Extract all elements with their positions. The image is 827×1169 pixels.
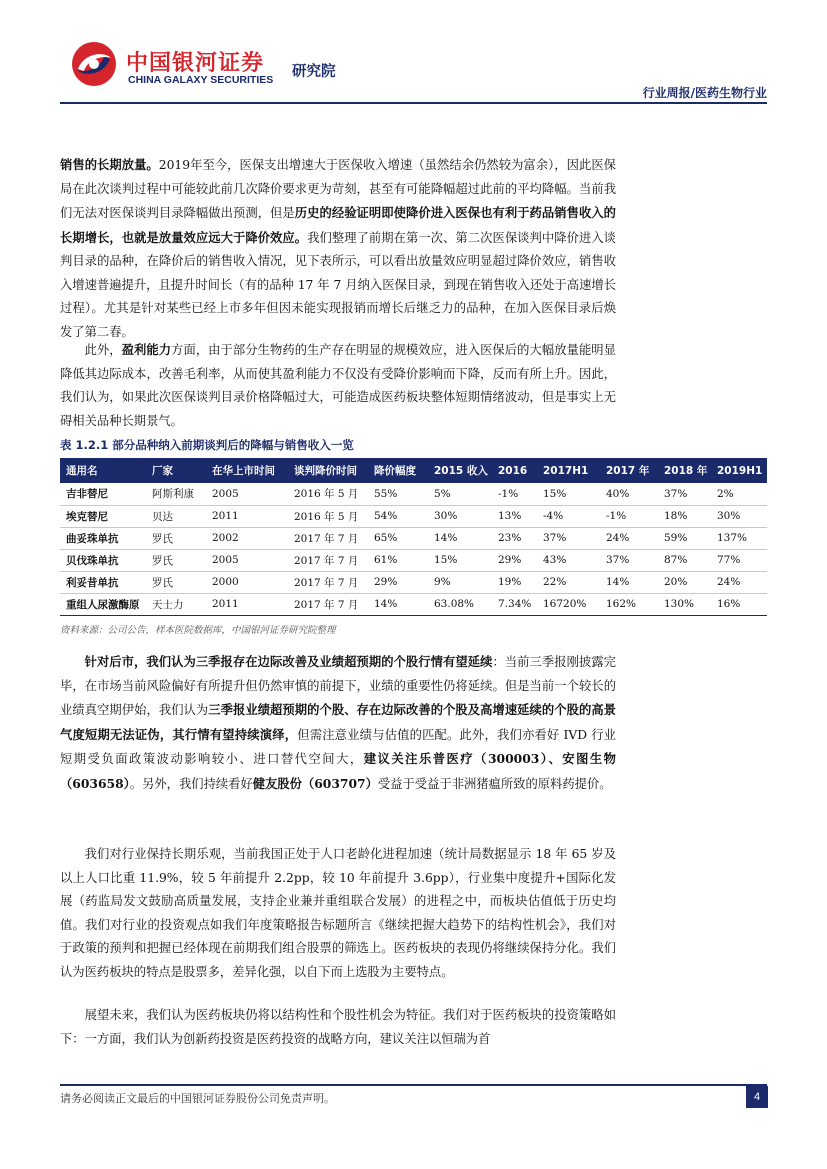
emphasis-text: 历史的经验证明即使降价进入医保也有利于药品销售收入的长期增长，也就是放量效应远大于降价效应。 xyxy=(60,205,616,245)
table-row xyxy=(60,571,767,593)
column-header: 降价幅度 xyxy=(368,458,428,483)
table-cell: 54% xyxy=(368,505,428,527)
table-cell: 37% xyxy=(600,549,658,571)
table-cell: 87% xyxy=(658,549,711,571)
column-header: 在华上市时间 xyxy=(206,458,288,483)
page-number: 4 xyxy=(746,1086,768,1108)
table-cell: 23% xyxy=(492,527,537,549)
table-cell: 罗氏 xyxy=(146,571,206,593)
table-header-row xyxy=(60,458,767,483)
table-cell: 2016 年 5 月 xyxy=(288,483,368,505)
table-row xyxy=(60,593,767,615)
table-cell: -1% xyxy=(492,483,537,505)
body-text: ：当前三季报刚披露完毕，在市场当前风险偏好有所提升但仍然审慎的前提下，业绩的重要性仍将延续。但是当前一个较长的业绩真空期伊始，我们认为 xyxy=(60,655,616,717)
table-cell: 22% xyxy=(537,571,600,593)
table-cell: 29% xyxy=(492,549,537,571)
table-cell: 18% xyxy=(658,505,711,527)
table-row xyxy=(60,483,767,505)
drug-name-cell: 贝伐珠单抗 xyxy=(60,549,146,571)
table-cell: 59% xyxy=(658,527,711,549)
table-cell: 2002 xyxy=(206,527,288,549)
table-cell: 20% xyxy=(658,571,711,593)
emphasis-text: 销售的长期放量。 xyxy=(60,157,159,172)
table-cell: -4% xyxy=(537,505,600,527)
emphasis-text: 建议关注乐普医疗（300003）、安图生物（603658） xyxy=(60,751,616,791)
body-text: 受益于受益于非洲猪瘟所致的原料药提价。 xyxy=(377,776,612,791)
table-cell: 罗氏 xyxy=(146,549,206,571)
table-cell: 30% xyxy=(428,505,492,527)
galaxy-logo-icon xyxy=(70,40,118,88)
emphasis-text: 盈利能力 xyxy=(121,342,172,357)
table-cell: 137% xyxy=(711,527,767,549)
table-cell: 16720% xyxy=(537,593,600,615)
table-cell: 天士力 xyxy=(146,593,206,615)
footer-divider xyxy=(60,1084,767,1086)
table-cell: 2005 xyxy=(206,549,288,571)
table-cell: 63.08% xyxy=(428,593,492,615)
table-cell: 19% xyxy=(492,571,537,593)
table-cell: 40% xyxy=(600,483,658,505)
brand-name-cn: 中国银河证券 xyxy=(126,51,265,76)
table-cell: -1% xyxy=(600,505,658,527)
table-row xyxy=(60,505,767,527)
table-cell: 2% xyxy=(711,483,767,505)
table-cell: 13% xyxy=(492,505,537,527)
table-cell: 77% xyxy=(711,549,767,571)
drug-name-cell: 利妥昔单抗 xyxy=(60,571,146,593)
emphasis-text: 健友股份（603707） xyxy=(252,775,378,791)
table-cell: 14% xyxy=(368,593,428,615)
column-header: 2019H1 xyxy=(711,458,767,483)
table-cell: 65% xyxy=(368,527,428,549)
body-text: 但需注意业绩与估值的匹配。此外，我们亦看好 IVD 行业短期受负面政策波动影响较小、进口替代空间大， xyxy=(60,727,616,766)
table-cell: 55% xyxy=(368,483,428,505)
table-source-note: 资料来源：公司公告，样本医院数据库，中国银河证券研究院整理 xyxy=(60,625,336,636)
paragraph-profitability xyxy=(60,338,616,433)
table-cell: 37% xyxy=(658,483,711,505)
body-text: 方面，由于部分生物药的生产存在明显的规模效应，进入医保后的大幅放量能明显降低其边际成本，改善毛利率，从而使其盈利能力不仅没有受降价影响而下降，反而有所上升。因此，我们认为，如果此次医保谈判目录价格降幅过大，可能造成医药板块整体短期情绪波动，但是事实上无碍相关品种长期景气。 xyxy=(60,343,616,428)
body-text: 展望未来，我们认为医药板块仍将以结构性和个股性机会为特征。我们对于医药板块的投资策略如下：一方面，我们认为创新药投资是医药投资的战略方向，建议关注以恒瑞为首 xyxy=(60,1008,616,1046)
table-cell: 15% xyxy=(428,549,492,571)
column-header: 谈判降价时间 xyxy=(288,458,368,483)
table-cell: 2017 年 7 月 xyxy=(288,549,368,571)
table-cell: 2011 xyxy=(206,593,288,615)
paragraph-market-outlook xyxy=(60,650,616,796)
paragraph-strategy xyxy=(60,1004,616,1051)
table-cell: 2011 xyxy=(206,505,288,527)
body-text: 2019年至今，医保支出增速大于医保收入增速（虽然结余仍然较为富余），因此医保局在此次谈判过程中可能较此前几次降价要求更为苛刻，甚至有可能降幅超过此前的平均降幅。当前我们无法对医保谈判目录降幅做出预测，但是 xyxy=(60,158,616,220)
table-cell: 2005 xyxy=(206,483,288,505)
research-institute-label: 研究院 xyxy=(292,64,336,80)
body-text: 此外， xyxy=(84,343,122,357)
table-cell: 24% xyxy=(600,527,658,549)
table-cell: 14% xyxy=(428,527,492,549)
paragraph-long-term-volume xyxy=(60,153,616,344)
table-body xyxy=(60,483,767,615)
column-header: 2017 年 xyxy=(600,458,658,483)
drug-name-cell: 吉非替尼 xyxy=(60,483,146,505)
column-header: 2015 收入 xyxy=(428,458,492,483)
table-cell: 16% xyxy=(711,593,767,615)
table-cell: 162% xyxy=(600,593,658,615)
table-cell: 2017 年 7 月 xyxy=(288,571,368,593)
table-cell: 阿斯利康 xyxy=(146,483,206,505)
drug-name-cell: 曲妥珠单抗 xyxy=(60,527,146,549)
footer-disclaimer: 请务必阅读正文最后的中国银河证券股份公司免责声明。 xyxy=(60,1092,335,1105)
table-cell: 2017 年 7 月 xyxy=(288,527,368,549)
table-row xyxy=(60,549,767,571)
table-cell: 罗氏 xyxy=(146,527,206,549)
drug-name-cell: 重组人尿激酶原 xyxy=(60,593,146,615)
header-divider xyxy=(60,102,767,104)
report-type-label: 行业周报/医药生物行业 xyxy=(642,86,767,100)
price-cut-revenue-table xyxy=(60,458,767,616)
body-text: 我们整理了前期在第一次、第二次医保谈判中降价进入谈判目录的品种，在降价后的销售收入情况，见下表所示，可以看出放量效应明显超过降价效应，销售收入增速普遍提升，且提升时间长（有的品种 17 年 7 月纳入医保目录，到现在销售收入还处于高速增长过程）。尤其是针对某些已经上市多年但因未能实现报销而增长后继乏力的品种，在加入医保目录后焕发了第二春。 xyxy=(60,230,616,339)
table-title: 表 1.2.1 部分品种纳入前期谈判后的降幅与销售收入一览 xyxy=(60,438,354,452)
column-header: 2017H1 xyxy=(537,458,600,483)
table-cell: 30% xyxy=(711,505,767,527)
table-cell: 14% xyxy=(600,571,658,593)
column-header: 通用名 xyxy=(60,458,146,483)
column-header: 厂家 xyxy=(146,458,206,483)
drug-name-cell: 埃克替尼 xyxy=(60,505,146,527)
table-cell: 2000 xyxy=(206,571,288,593)
table-cell: 24% xyxy=(711,571,767,593)
table-cell: 2016 年 5 月 xyxy=(288,505,368,527)
table-cell: 37% xyxy=(537,527,600,549)
table-row xyxy=(60,527,767,549)
table-cell: 9% xyxy=(428,571,492,593)
table-cell: 130% xyxy=(658,593,711,615)
column-header: 2018 年 xyxy=(658,458,711,483)
emphasis-text: 针对后市，我们认为三季报存在边际改善及业绩超预期的个股行情有望延续 xyxy=(84,654,493,669)
body-text: 我们对行业保持长期乐观，当前我国正处于人口老龄化进程加速（统计局数据显示 18 年 65 岁及以上人口比重 11.9%，较 5 年前提升 2.2pp，较 10 年前提升 3.6pp），行业集中度提升+国际化发展（药监局发文鼓励高质量发展，支持企业兼并重组联合发展）的进程之中，而板块估值低于历史均值。我们对行业的投资观点如我们年度策略报告标题所言《继续把握大趋势下的结构性机会》，我们对于政策的预判和把握已经体现在前期我们组合股票的筛选上。医药板块的表现仍将继续保持分化。我们认为医药板块的特点是股票多，差异化强，以自下而上选股为主要特点。 xyxy=(60,847,616,979)
table-cell: 29% xyxy=(368,571,428,593)
table-cell: 7.34% xyxy=(492,593,537,615)
table-cell: 61% xyxy=(368,549,428,571)
table-cell: 15% xyxy=(537,483,600,505)
column-header: 2016 xyxy=(492,458,537,483)
paragraph-long-term-view xyxy=(60,843,616,984)
brand-name-en: CHINA GALAXY SECURITIES xyxy=(128,74,274,86)
table-cell: 5% xyxy=(428,483,492,505)
table-cell: 2017 年 7 月 xyxy=(288,593,368,615)
table-cell: 43% xyxy=(537,549,600,571)
emphasis-text: 三季报业绩超预期的个股、存在边际改善的个股及高增速延续的个股的高景气度短期无法证伪，其行情有望持续演绎， xyxy=(60,702,616,742)
body-text: 。另外，我们持续看好 xyxy=(129,776,253,791)
table-cell: 贝达 xyxy=(146,505,206,527)
